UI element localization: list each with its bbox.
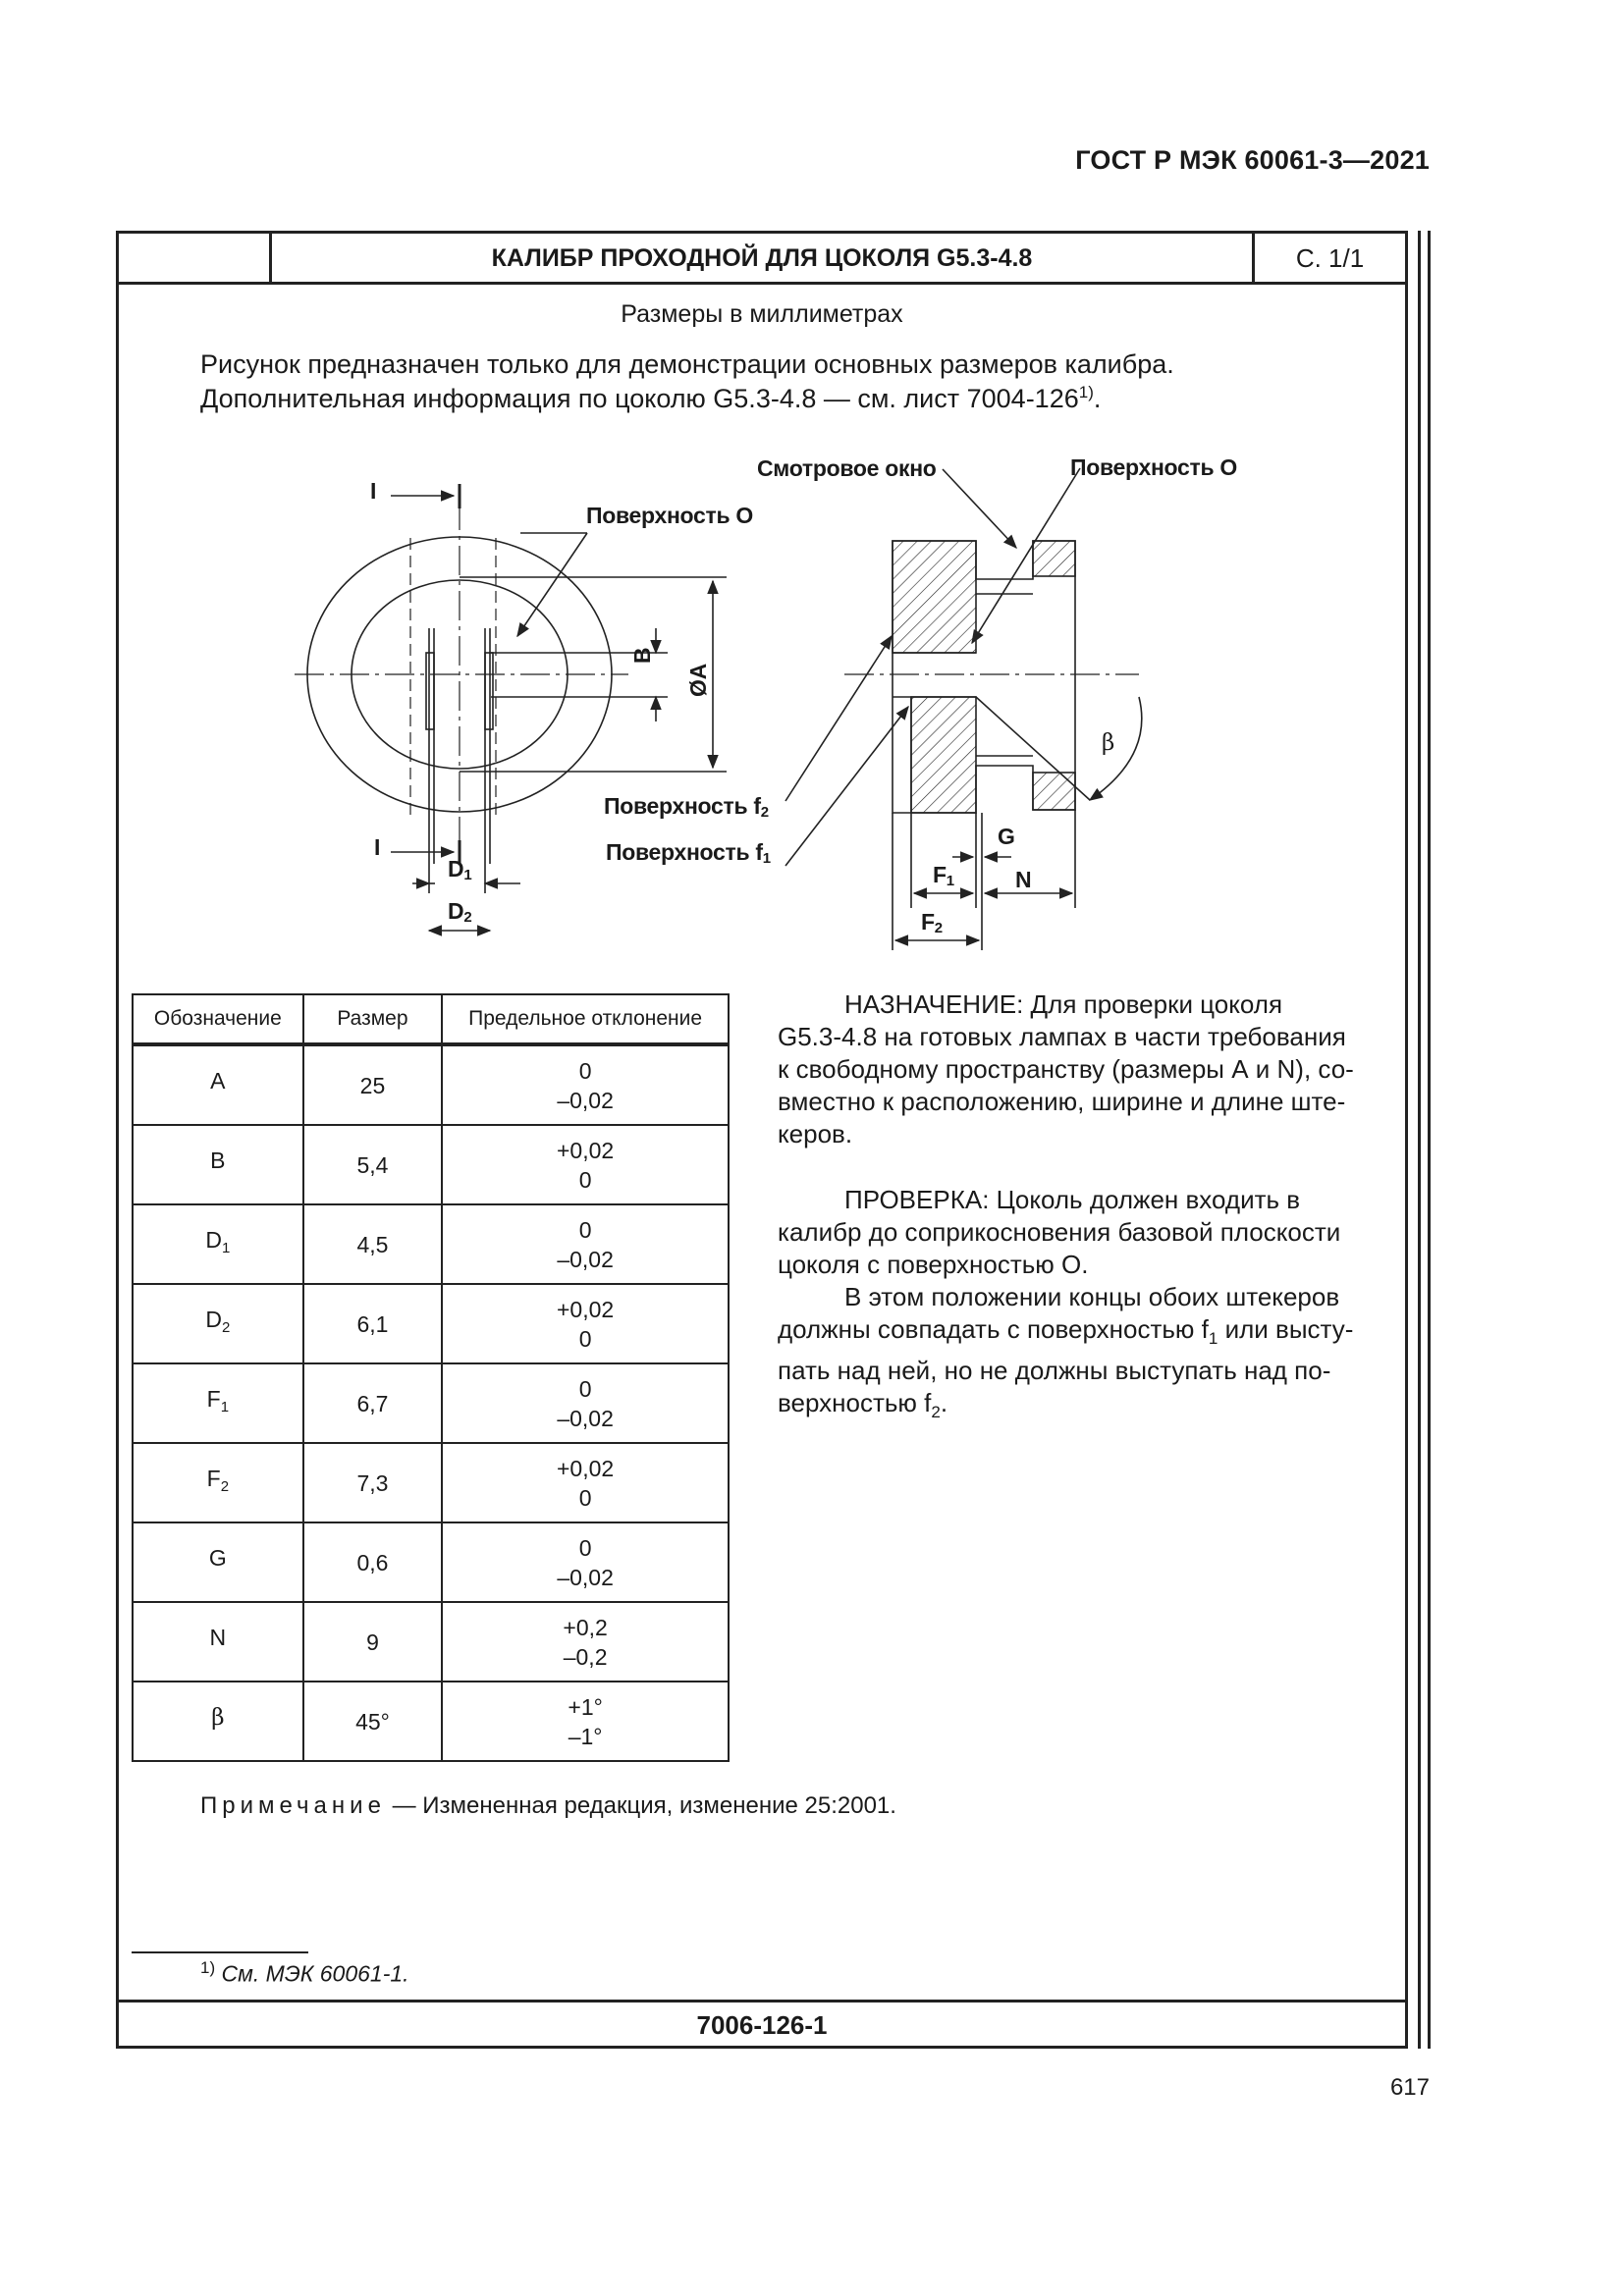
angle-beta-label: β: [1102, 730, 1114, 756]
purpose-line: к свободному пространству (размеры А и N), со-: [778, 1054, 1354, 1084]
label-surface-f2: Поверхность $f_2$: [604, 793, 769, 821]
gauge-title: КАЛИБР ПРОХОДНОЙ ДЛЯ ЦОКОЛЯ G5.3-4.8: [491, 243, 1033, 272]
dim-f1-label: $F_1$: [933, 862, 954, 889]
intro-line-2: Дополнительная информация по цоколю G5.3-4.8 — см. лист 7004-126$^{1)}$.: [200, 383, 1102, 413]
sheet-number: 7006-126-1: [696, 2010, 828, 2040]
symbol-cell: $F_2$: [133, 1443, 303, 1522]
size-cell: 45°: [303, 1682, 443, 1761]
size-cell: 6,7: [303, 1363, 443, 1443]
table-row: [133, 1363, 729, 1443]
footnote: $^{1)}$ См. МЭК 60061-1.: [200, 1958, 409, 1987]
symbol-cell: G: [133, 1522, 303, 1602]
dim-d2-label: $D_2$: [448, 898, 472, 926]
check-line: верхностью $f_2$.: [778, 1388, 948, 1422]
dim-f2-label: $F_2$: [921, 909, 943, 936]
tolerance-cell: 0 –0,02: [442, 1044, 729, 1125]
table-header-row: [133, 994, 729, 1044]
symbol-cell: β: [133, 1682, 303, 1761]
check-line: калибр до соприкосновения базовой плоскости: [778, 1217, 1341, 1247]
table-row: [133, 1044, 729, 1125]
check-line: пать над ней, но не должны выступать над по-: [778, 1356, 1331, 1386]
size-cell: 9: [303, 1602, 443, 1682]
symbol-cell: N: [133, 1602, 303, 1682]
tolerance-cell: 0 –0,02: [442, 1204, 729, 1284]
tolerance-cell: +0,02 0: [442, 1125, 729, 1204]
section-mark-top: I: [370, 478, 377, 504]
symbol-cell: B: [133, 1125, 303, 1204]
size-cell: 25: [303, 1044, 443, 1125]
symbol-cell: $F_1$: [133, 1363, 303, 1443]
tolerance-cell: 0 –0,02: [442, 1363, 729, 1443]
table-row: [133, 1204, 729, 1284]
table-row: [133, 1602, 729, 1682]
size-cell: 4,5: [303, 1204, 443, 1284]
footnote-rule: [132, 1951, 308, 1953]
check-line: должны совпадать с поверхностью $f_1$ или высту-: [778, 1314, 1354, 1349]
intro-line-1: Рисунок предназначен только для демонстрации основных размеров калибра.: [200, 349, 1174, 379]
purpose-line: НАЗНАЧЕНИЕ: Для проверки цоколя: [844, 989, 1283, 1019]
symbol-cell: $D_2$: [133, 1284, 303, 1363]
purpose-paragraph: [778, 988, 1390, 1150]
size-cell: 6,1: [303, 1284, 443, 1363]
check-paragraph: [778, 1184, 1390, 1428]
size-cell: 5,4: [303, 1125, 443, 1204]
check-line: В этом положении концы обоих штекеров: [844, 1282, 1340, 1311]
purpose-line: G5.3-4.8 на готовых лампах в части требования: [778, 1022, 1346, 1051]
size-cell: 7,3: [303, 1443, 443, 1522]
table-row: [133, 1682, 729, 1761]
table-row: [133, 1522, 729, 1602]
check-line: цоколя с поверхностью О.: [778, 1250, 1089, 1279]
column-header: Размер: [303, 994, 443, 1044]
dim-n-label: N: [1015, 867, 1032, 892]
label-surface-o-section: Поверхность О: [1070, 454, 1237, 480]
dim-d1-label: $D_1$: [448, 856, 472, 883]
sheet-indicator: С. 1/1: [1295, 242, 1365, 273]
tolerance-cell: +0,02 0: [442, 1284, 729, 1363]
table-row: [133, 1125, 729, 1204]
check-line: ПРОВЕРКА: Цоколь должен входить в: [844, 1185, 1301, 1214]
units-note: Размеры в миллиметрах: [621, 300, 903, 328]
size-cell: 0,6: [303, 1522, 443, 1602]
table-row: [133, 1284, 729, 1363]
dim-b-label: B: [629, 647, 655, 664]
tolerance-cell: +0,02 0: [442, 1443, 729, 1522]
standard-header: ГОСТ Р МЭК 60061-3—2021: [1075, 145, 1430, 175]
tolerance-cell: 0 –0,02: [442, 1522, 729, 1602]
note: Примечание — Измененная редакция, изменение 25:2001.: [200, 1792, 896, 1819]
symbol-cell: A: [133, 1044, 303, 1125]
dimensions-table: [132, 993, 730, 1762]
table-row: [133, 1443, 729, 1522]
gauge-drawing: [0, 0, 1624, 982]
section-mark-bottom: I: [374, 834, 381, 860]
tolerance-cell: +0,2 –0,2: [442, 1602, 729, 1682]
label-viewing-window: Смотровое окно: [757, 455, 937, 481]
purpose-line: вместно к расположению, ширине и длине ште-: [778, 1087, 1346, 1116]
dim-a-label: ØA: [685, 664, 711, 697]
label-surface-f1: Поверхность $f_1$: [606, 839, 771, 867]
purpose-line: керов.: [778, 1119, 853, 1148]
page-number: 617: [1389, 2074, 1430, 2101]
tolerance-cell: +1° –1°: [442, 1682, 729, 1761]
symbol-cell: $D_1$: [133, 1204, 303, 1284]
dim-g-label: G: [998, 824, 1015, 849]
column-header: Обозначение: [133, 994, 303, 1044]
label-surface-o-front: Поверхность О: [586, 503, 753, 528]
column-header: Предельное отклонение: [442, 994, 729, 1044]
